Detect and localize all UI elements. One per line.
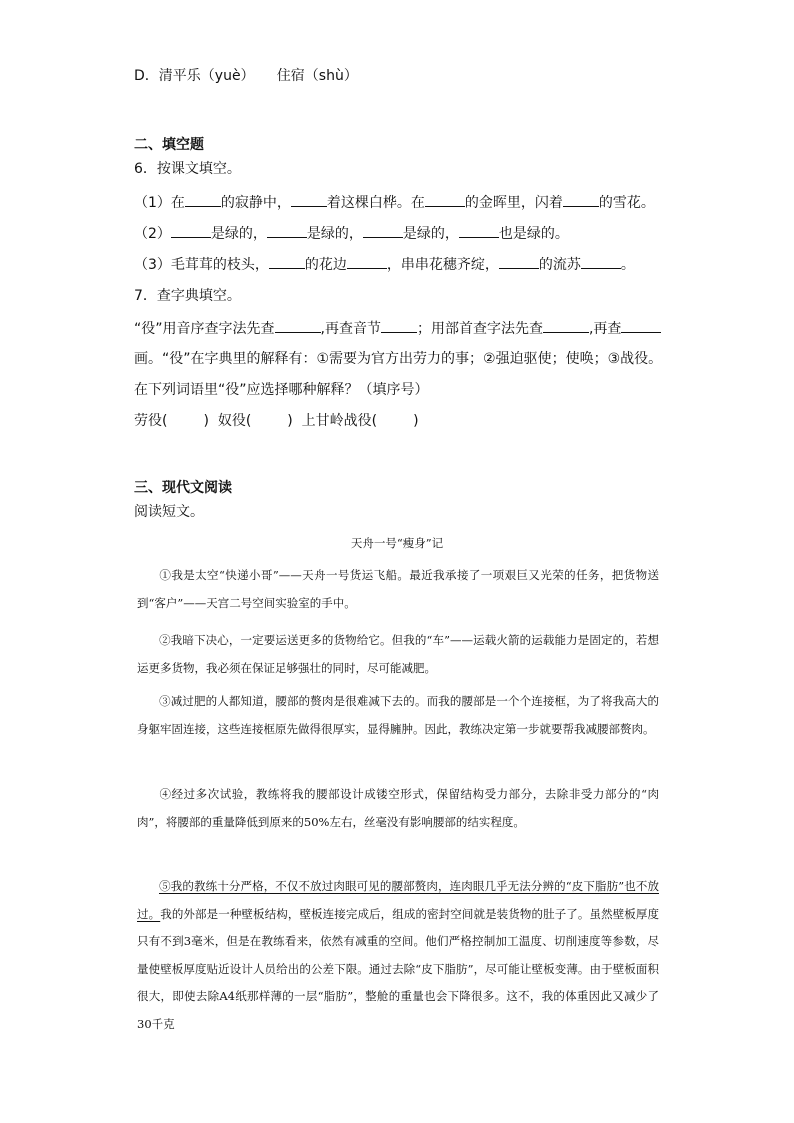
option-d-text: D．清平乐（yuè） 住宿（shù） bbox=[134, 68, 358, 84]
q6-l1-text: 的金晖里，闪着 bbox=[464, 195, 563, 211]
q7-l4-text: 劳役( bbox=[134, 413, 168, 429]
paragraph-4 bbox=[137, 781, 659, 836]
q7-l1-text: ,再查音节 bbox=[320, 321, 381, 337]
q6-l3-text: 。 bbox=[620, 257, 635, 273]
section2-title: 二、填空题 bbox=[134, 137, 204, 153]
paragraph-5-underlined-text: ⑤我的教练十分严格，不仅不放过肉眼可见的腰部赘肉，连肉眼几乎无法分辨的“皮下脂肪”也不放过。 bbox=[137, 879, 659, 921]
paragraph-1-text: ①我是太空“快递小哥”——天舟一号货运飞船。最近我承接了一项艰巨又光荣的任务，把货物送到“客户”——天宫二号空间实验室的手中。 bbox=[137, 568, 659, 610]
q6-l1-text: 的寂静中， bbox=[220, 195, 291, 211]
paragraph-1 bbox=[137, 562, 659, 617]
q7-l4-text: ) 上甘岭战役( bbox=[287, 413, 378, 429]
paragraph-3-text: ③减过肥的人都知道，腰部的赘肉是很难减下去的。而我的腰部是一个个连接框，为了将我高大的身躯牢固连接，这些连接框原先做得很厚实，显得臃肿。因此，教练决定第一步就要帮我减腰部赘肉。 bbox=[137, 694, 659, 736]
paragraph-5 bbox=[137, 873, 659, 1038]
q6-blank[interactable] bbox=[499, 254, 539, 269]
q6-blank[interactable] bbox=[563, 192, 599, 207]
section3-intro: 阅读短文。 bbox=[134, 504, 204, 520]
q6-line3 bbox=[134, 254, 635, 275]
q6-l3-text: 的花边 bbox=[304, 257, 347, 273]
q6-l2-text: 也是绿的。 bbox=[498, 226, 569, 242]
paragraph-3 bbox=[137, 688, 659, 743]
paragraph-2-text: ②我暗下决心，一定要运送更多的货物给它。但我的“车”——运载火箭的运载能力是固定的，若想运更多货物，我必须在保证足够强壮的同时，尽可能减肥。 bbox=[137, 633, 659, 675]
q6-blank[interactable] bbox=[171, 223, 211, 238]
q6-l2-text: 是绿的， bbox=[402, 226, 459, 242]
q6-blank[interactable] bbox=[425, 192, 465, 207]
paragraph-4-text: ④经过多次试验，教练将我的腰部设计成镂空形式，保留结构受力部分，去除非受力部分的“肉肉”，将腰部的重量降低到原来的50%左右，丝毫没有影响腰部的结实程度。 bbox=[137, 787, 659, 829]
q6-l1-text: 着这棵白桦。在 bbox=[326, 195, 425, 211]
q7-l1-text: “役”用音序查字法先查 bbox=[134, 321, 275, 337]
q6-l1-text: （1）在 bbox=[134, 195, 185, 211]
q6-l2-text: （2） bbox=[134, 226, 171, 242]
q7-blank[interactable] bbox=[275, 318, 321, 333]
q6-l3-text: （3）毛茸茸的枝头， bbox=[134, 257, 269, 273]
q7-blank[interactable] bbox=[381, 318, 417, 333]
q6-blank[interactable] bbox=[291, 192, 327, 207]
q6-line2 bbox=[134, 223, 569, 244]
q6-blank[interactable] bbox=[347, 254, 387, 269]
q7-l1-text: ,再查 bbox=[588, 321, 622, 337]
article-title: 天舟一号“瘦身”记 bbox=[350, 536, 444, 550]
q7-stem: 7．查字典填空。 bbox=[134, 288, 241, 304]
q7-blank[interactable] bbox=[543, 318, 589, 333]
paragraph-5-text: 我的外部是一种壁板结构，壁板连接完成后，组成的密封空间就是装货物的肚子了。虽然壁板厚度只有不到3毫米，但是在教练看来，依然有减重的空间。他们严格控制加工温度、切削速度等参数，尽量使壁板厚度贴近设计人员给出的公差下限。通过去除“皮下脂肪”，尽可能让壁板变薄。由于壁板面积很大，即使去除A4纸那样薄的一层“脂肪”，整舱的重量也会下降很多。这不，我的体重因此又减少了30千克 bbox=[137, 906, 660, 1031]
q5-option-d bbox=[134, 66, 358, 86]
q6-stem: 6．按课文填空。 bbox=[134, 161, 241, 177]
paragraph-2 bbox=[137, 627, 659, 682]
q6-l2-text: 是绿的， bbox=[210, 226, 267, 242]
q6-l2-text: 是绿的， bbox=[306, 226, 363, 242]
q6-l3-text: 的流苏 bbox=[538, 257, 581, 273]
q6-blank[interactable] bbox=[459, 223, 499, 238]
q6-blank[interactable] bbox=[581, 254, 621, 269]
section3-title: 三、现代文阅读 bbox=[134, 480, 232, 496]
q7-line1 bbox=[134, 318, 661, 339]
q6-blank[interactable] bbox=[267, 223, 307, 238]
q6-l1-text: 的雪花。 bbox=[598, 195, 655, 211]
q6-line1 bbox=[134, 192, 655, 213]
q7-l4-text: ) 奴役( bbox=[203, 413, 252, 429]
q7-line4 bbox=[134, 411, 419, 431]
q6-blank[interactable] bbox=[185, 192, 221, 207]
q7-l1-text: ；用部首查字法先查 bbox=[416, 321, 543, 337]
q7-line3: 在下列词语里“役”应选择哪种解释？（填序号） bbox=[134, 382, 429, 398]
q6-blank[interactable] bbox=[269, 254, 305, 269]
q7-line2: 画。“役”在字典里的解释有：①需要为官方出劳力的事；②强迫驱使；使唤；③战役。 bbox=[134, 351, 663, 367]
q7-l4-text: ) bbox=[413, 413, 419, 429]
q6-blank[interactable] bbox=[363, 223, 403, 238]
q6-l3-text: ，串串花穗齐绽， bbox=[386, 257, 499, 273]
q7-blank[interactable] bbox=[621, 318, 661, 333]
